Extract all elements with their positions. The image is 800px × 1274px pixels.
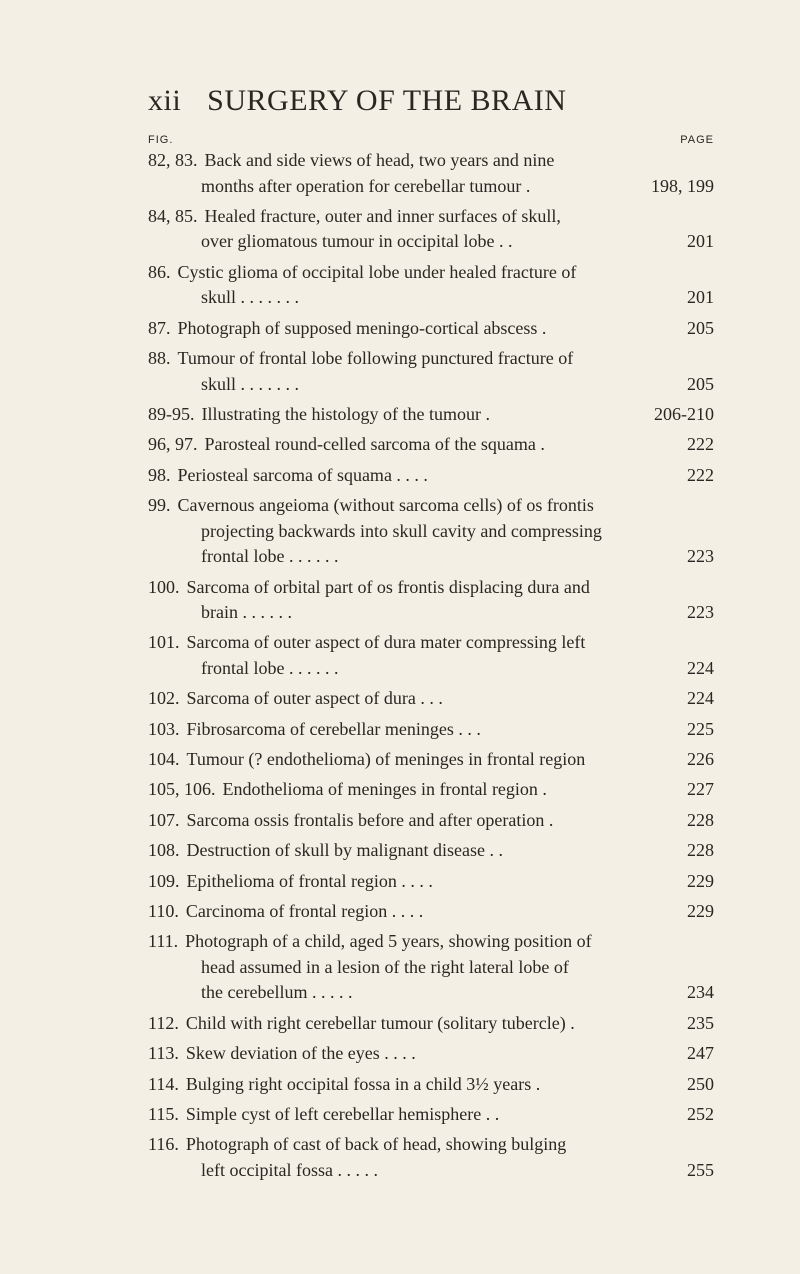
entry-line <box>148 260 714 286</box>
figure-caption: Sarcoma of outer aspect of dura mater compressing left <box>186 632 586 653</box>
page-number: 223 <box>687 602 714 623</box>
list-item <box>148 777 714 803</box>
figure-caption: months after operation for cerebellar tumour . <box>201 175 531 196</box>
page-number: 206-210 <box>654 403 714 424</box>
list-item <box>148 493 714 570</box>
figure-number: 108. <box>148 840 180 861</box>
list-item <box>148 869 714 895</box>
figure-caption: Illustrating the histology of the tumour . <box>201 403 490 424</box>
list-item <box>148 899 714 925</box>
figure-caption: Fibrosarcoma of cerebellar meninges . . . <box>186 718 481 739</box>
figure-number: 116. <box>148 1134 179 1155</box>
figure-number: 86. <box>148 261 171 282</box>
page-number: 201 <box>687 231 714 252</box>
list-item <box>148 717 714 743</box>
page-number: 222 <box>687 464 714 485</box>
figure-caption: Carcinoma of frontal region . . . . <box>185 901 424 922</box>
figure-number: 112. <box>148 1012 179 1033</box>
figure-number: 110. <box>148 901 179 922</box>
page-column-header: PAGE <box>680 134 714 146</box>
entry-line <box>148 777 714 803</box>
list-item <box>148 747 714 773</box>
page-number: 205 <box>687 317 714 338</box>
page-number: 229 <box>687 901 714 922</box>
figure-number: 109. <box>148 870 180 891</box>
figure-number: 96, 97. <box>148 434 198 455</box>
figure-number: 114. <box>148 1073 179 1094</box>
entry-line <box>148 346 714 372</box>
figure-number: 107. <box>148 809 180 830</box>
list-item <box>148 402 714 428</box>
entry-line <box>148 980 714 1006</box>
list-item <box>148 630 714 681</box>
figure-caption: Sarcoma of orbital part of os frontis displacing dura and <box>186 576 590 597</box>
figure-caption: frontal lobe . . . . . . <box>201 657 339 678</box>
page-number: 198, 199 <box>651 175 714 196</box>
figure-caption: left occipital fossa . . . . . <box>201 1159 378 1180</box>
entry-line <box>148 955 714 981</box>
figure-number: 103. <box>148 718 180 739</box>
figure-caption: Cavernous angeioma (without sarcoma cells) of os frontis <box>177 495 594 516</box>
page-number: 234 <box>687 982 714 1003</box>
entry-line <box>148 838 714 864</box>
entry-line <box>148 148 714 174</box>
figure-number: 89-95. <box>148 403 195 424</box>
list-item <box>148 316 714 342</box>
page-number: 201 <box>687 287 714 308</box>
page-number: 228 <box>687 840 714 861</box>
entry-line <box>148 493 714 519</box>
figure-number: 104. <box>148 749 180 770</box>
figure-number: 111. <box>148 931 179 952</box>
figure-number: 113. <box>148 1043 179 1064</box>
figure-caption: frontal lobe . . . . . . <box>201 546 339 567</box>
entry-line <box>148 600 714 626</box>
figure-caption: the cerebellum . . . . . <box>201 982 353 1003</box>
entry-line <box>148 929 714 955</box>
figure-caption: Bulging right occipital fossa in a child 3½ years . <box>185 1073 541 1094</box>
figure-caption: Endothelioma of meninges in frontal region . <box>222 779 547 800</box>
entry-line <box>148 285 714 311</box>
entry-line <box>148 1158 714 1184</box>
figure-caption: Tumour of frontal lobe following punctured fracture of <box>177 348 574 369</box>
figure-caption: Back and side views of head, two years and nine <box>204 150 555 170</box>
page-number: 224 <box>687 688 714 709</box>
figure-number: 100. <box>148 576 180 597</box>
entry-line <box>148 1011 714 1037</box>
entry-line <box>148 656 714 682</box>
page-number: 235 <box>687 1012 714 1033</box>
entry-line <box>148 575 714 601</box>
figure-caption: Photograph of cast of back of head, showing bulging <box>185 1134 567 1155</box>
figure-number: 82, 83. <box>148 150 198 170</box>
entry-line <box>148 747 714 773</box>
list-item <box>148 432 714 458</box>
page-number: 205 <box>687 373 714 394</box>
list-item <box>148 148 714 199</box>
entry-line <box>148 1041 714 1067</box>
entry-line <box>148 544 714 570</box>
figure-caption: Healed fracture, outer and inner surfaces of skull, <box>204 205 561 226</box>
entry-line <box>148 204 714 230</box>
running-title: SURGERY OF THE BRAIN <box>207 84 567 117</box>
figure-number: 115. <box>148 1103 179 1124</box>
figure-caption: skull . . . . . . . <box>201 373 300 394</box>
figure-caption: Destruction of skull by malignant disease . . <box>186 840 503 861</box>
list-item <box>148 260 714 311</box>
page-number: 222 <box>687 434 714 455</box>
page-number: 252 <box>687 1103 714 1124</box>
entry-line <box>148 174 714 200</box>
list-item <box>148 346 714 397</box>
entry-line <box>148 463 714 489</box>
entry-line <box>148 808 714 834</box>
figure-caption: brain . . . . . . <box>201 602 292 623</box>
figure-caption: projecting backwards into skull cavity and compressing <box>201 520 602 541</box>
figure-caption: Cystic glioma of occipital lobe under healed fracture of <box>177 261 577 282</box>
figure-caption: Photograph of supposed meningo-cortical abscess . <box>177 317 547 338</box>
list-item <box>148 838 714 864</box>
entry-line <box>148 630 714 656</box>
figure-number: 87. <box>148 317 171 338</box>
page-number: 247 <box>687 1043 714 1064</box>
figure-caption: skull . . . . . . . <box>201 287 300 308</box>
entry-line <box>148 717 714 743</box>
list-item <box>148 929 714 1006</box>
figure-caption: Skew deviation of the eyes . . . . <box>185 1043 416 1064</box>
list-item <box>148 463 714 489</box>
page-number: 228 <box>687 809 714 830</box>
entry-line <box>148 1102 714 1128</box>
figure-caption: Child with right cerebellar tumour (solitary tubercle) . <box>185 1012 575 1033</box>
figure-caption: Photograph of a child, aged 5 years, showing position of <box>185 931 592 952</box>
entry-line <box>148 402 714 428</box>
figure-caption: Epithelioma of frontal region . . . . <box>186 870 433 891</box>
list-item <box>148 1011 714 1037</box>
list-item <box>148 808 714 834</box>
figure-caption: Parosteal round-celled sarcoma of the squama . <box>204 434 545 455</box>
figure-number: 101. <box>148 632 180 653</box>
list-item <box>148 686 714 712</box>
page-number: 227 <box>687 779 714 800</box>
list-item <box>148 1132 714 1183</box>
fig-column-header: FIG. <box>148 134 174 146</box>
list-item <box>148 1102 714 1128</box>
figure-caption: Simple cyst of left cerebellar hemisphere . . <box>185 1103 500 1124</box>
entry-line <box>148 316 714 342</box>
entry-line <box>148 899 714 925</box>
figure-caption: Tumour (? endothelioma) of meninges in frontal region <box>186 749 586 770</box>
figure-caption: Sarcoma of outer aspect of dura . . . <box>186 688 443 709</box>
figure-number: 88. <box>148 348 171 369</box>
entry-line <box>148 519 714 545</box>
figure-number: 84, 85. <box>148 205 198 226</box>
entry-line <box>148 1072 714 1098</box>
page-folio: xii <box>148 84 182 117</box>
page-number: 223 <box>687 546 714 567</box>
list-item <box>148 204 714 255</box>
page-number: 229 <box>687 870 714 891</box>
figure-number: 105, 106. <box>148 779 216 800</box>
entry-line <box>148 686 714 712</box>
figure-caption: over gliomatous tumour in occipital lobe . . <box>201 231 513 252</box>
figure-caption: head assumed in a lesion of the right lateral lobe of <box>201 956 569 977</box>
entry-line <box>148 372 714 398</box>
page-number: 226 <box>687 749 714 770</box>
entry-line <box>148 432 714 458</box>
list-item <box>148 1072 714 1098</box>
list-item <box>148 575 714 626</box>
figure-number: 99. <box>148 495 171 516</box>
entry-line <box>148 869 714 895</box>
figure-number: 98. <box>148 464 171 485</box>
figure-caption: Sarcoma ossis frontalis before and after operation . <box>186 809 554 830</box>
page-number: 225 <box>687 718 714 739</box>
page-number: 250 <box>687 1073 714 1094</box>
figure-number: 102. <box>148 688 180 709</box>
page-number: 224 <box>687 657 714 678</box>
entry-line <box>148 229 714 255</box>
running-head <box>148 84 648 118</box>
illustration-list <box>148 148 714 1188</box>
page-number: 255 <box>687 1159 714 1180</box>
entry-line <box>148 1132 714 1158</box>
figure-caption: Periosteal sarcoma of squama . . . . <box>177 464 428 485</box>
list-item <box>148 1041 714 1067</box>
